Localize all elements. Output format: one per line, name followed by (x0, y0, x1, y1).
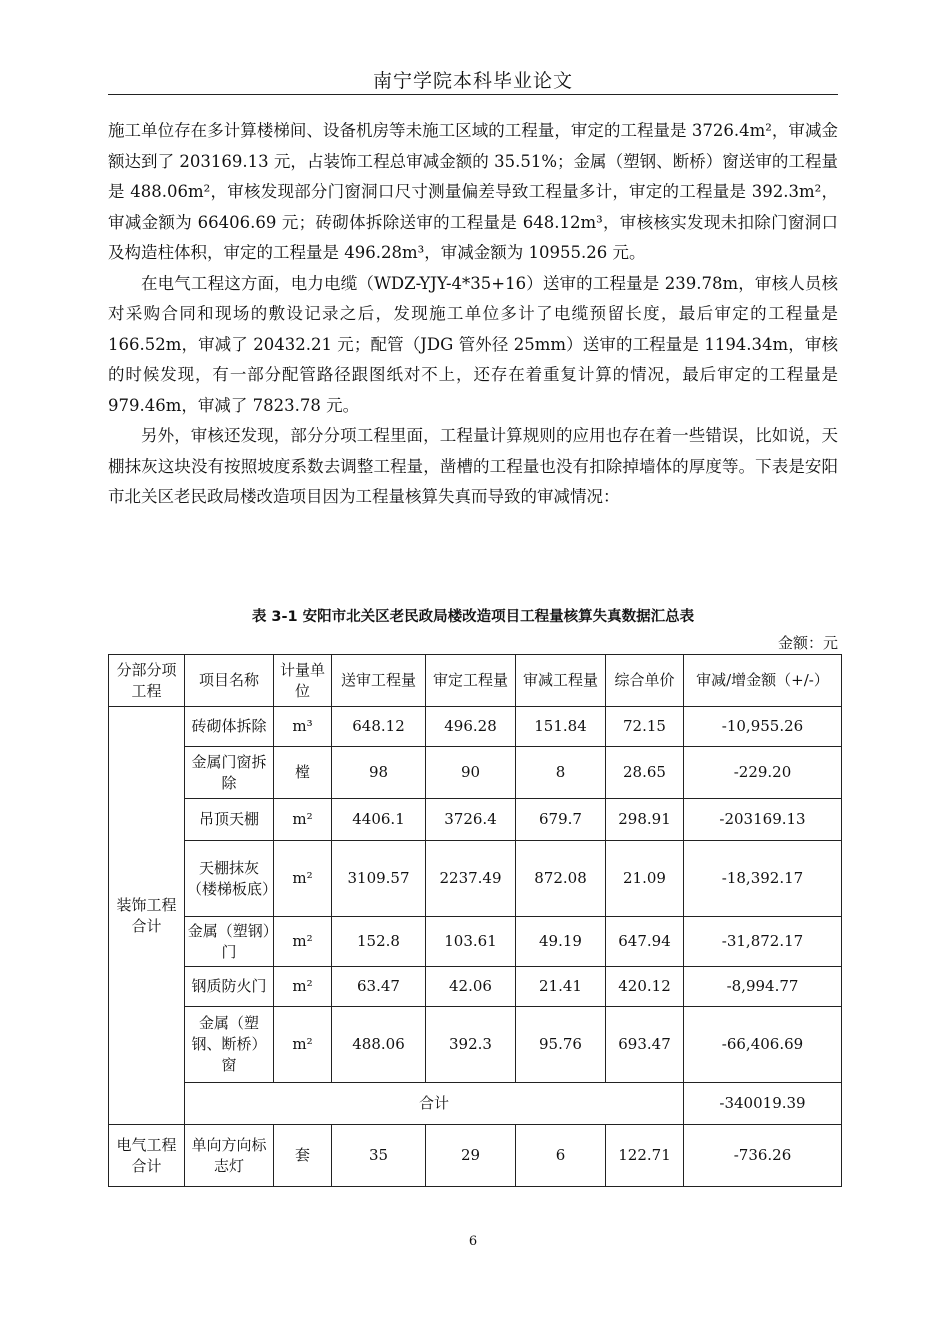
table-cell: 122.71 (606, 1125, 684, 1187)
table-cell: 420.12 (606, 967, 684, 1007)
table-cell: 90 (426, 747, 516, 799)
table-row (109, 707, 842, 747)
table-row (109, 841, 842, 917)
table-cell: -229.20 (684, 747, 842, 799)
table-cell: 679.7 (516, 799, 606, 841)
table-cell: m² (274, 967, 332, 1007)
table-cell: 4406.1 (332, 799, 426, 841)
table-cell: m² (274, 799, 332, 841)
page-header-title: 南宁学院本科毕业论文 (372, 70, 573, 92)
table-cell: 42.06 (426, 967, 516, 1007)
table-caption: 表 3-1 安阳市北关区老民政局楼改造项目工程量核算失真数据汇总表 (251, 609, 695, 625)
table-cell: 151.84 (516, 707, 606, 747)
table-cell: 钢质防火门 (185, 967, 274, 1007)
table-cell: 28.65 (606, 747, 684, 799)
table-row (109, 1007, 842, 1083)
table-header-row (109, 655, 842, 707)
table-cell: 49.19 (516, 917, 606, 967)
table-cell: 樘 (274, 747, 332, 799)
table-cell: 63.47 (332, 967, 426, 1007)
table-cell: -8,994.77 (684, 967, 842, 1007)
header-cell: 综合单价 (606, 655, 684, 707)
table-cell: 648.12 (332, 707, 426, 747)
table-cell: 6 (516, 1125, 606, 1187)
table-cell: 298.91 (606, 799, 684, 841)
table-cell: -66,406.69 (684, 1007, 842, 1083)
header-cell: 审定工程量 (426, 655, 516, 707)
table-row (109, 799, 842, 841)
table-cell: 3726.4 (426, 799, 516, 841)
table-row (109, 747, 842, 799)
table-cell: 35 (332, 1125, 426, 1187)
table-row (109, 917, 842, 967)
table-cell: 金属门窗拆除 (185, 747, 274, 799)
header-cell: 审减/增金额（+/-） (684, 655, 842, 707)
table-cell: 金属（塑钢）门 (185, 917, 274, 967)
table-cell: 21.09 (606, 841, 684, 917)
table-row (109, 967, 842, 1007)
header-cell: 分部分项工程 (109, 655, 185, 707)
table-cell: m³ (274, 707, 332, 747)
table-cell: 29 (426, 1125, 516, 1187)
header-cell: 计量单位 (274, 655, 332, 707)
table-cell: 693.47 (606, 1007, 684, 1083)
table-cell: 套 (274, 1125, 332, 1187)
table-row (109, 1125, 842, 1187)
table-cell: 天棚抹灰（楼梯板底） (185, 841, 274, 917)
table-unit-note: 金额：元 (777, 634, 838, 652)
table-cell: 72.15 (606, 707, 684, 747)
table-cell: -31,872.17 (684, 917, 842, 967)
table-cell: 21.41 (516, 967, 606, 1007)
table-cell: 98 (332, 747, 426, 799)
header-cell: 项目名称 (185, 655, 274, 707)
table-cell: -203169.13 (684, 799, 842, 841)
table-cell: -18,392.17 (684, 841, 842, 917)
table-cell: 872.08 (516, 841, 606, 917)
table-cell: 3109.57 (332, 841, 426, 917)
table-cell: 2237.49 (426, 841, 516, 917)
group-cell-decoration: 装饰工程合计 (109, 707, 185, 1125)
table-cell: 砖砌体拆除 (185, 707, 274, 747)
table-cell: 95.76 (516, 1007, 606, 1083)
table-cell: 152.8 (332, 917, 426, 967)
table-cell: m² (274, 841, 332, 917)
table-cell: 496.28 (426, 707, 516, 747)
table-cell: -10,955.26 (684, 707, 842, 747)
header-cell: 送审工程量 (332, 655, 426, 707)
table-cell: 392.3 (426, 1007, 516, 1083)
table-cell: m² (274, 917, 332, 967)
header-divider (108, 94, 838, 95)
table-cell: 单向方向标志灯 (185, 1125, 274, 1187)
paragraph-1: 施工单位存在多计算楼梯间、设备机房等未施工区域的工程量，审定的工程量是 3726.4m²，审减金额达到了 203169.13 元，占装饰工程总审减金额的 35.51%；金属（塑钢、断桥）窗送审的工程量是 488.06m²，审核发现部分门窗洞口尺寸测量偏差导致工程量多计，审定的工程量是 392.3m²，审减金额为 66406.69 元；砖砌体拆除送审的工程量是 648.12m³，审核核实发现未扣除门窗洞口及构造柱体积，审定的工程量是 496.28m³，审减金额为 10955.26 元。 (108, 121, 838, 262)
subtotal-row (109, 1083, 842, 1125)
paragraph-2: 在电气工程这方面，电力电缆（WDZ-YJY-4*35+16）送审的工程量是 239.78m，审核人员核对采购合同和现场的敷设记录之后，发现施工单位多计了电缆预留长度，最后审定的工程量是 166.52m，审减了 20432.21 元；配管（JDG 管外径 25mm）送审的工程量是 1194.34m，审核的时候发现，有一部分配管路径跟图纸对不上，还存在着重复计算的情况，最后审定的工程量是 979.46m，审减了 7823.78 元。 (108, 273, 838, 415)
header-cell: 审减工程量 (516, 655, 606, 707)
table-cell: 金属（塑钢、断桥）窗 (185, 1007, 274, 1083)
paragraph-3: 另外，审核还发现，部分分项工程里面，工程量计算规则的应用也存在着一些错误，比如说，天棚抹灰这块没有按照坡度系数去调整工程量，凿槽的工程量也没有扣除掉墙体的厚度等。下表是安阳市北关区老民政局楼改造项目因为工程量核算失真而导致的审减情况： (108, 426, 838, 506)
table-cell: -736.26 (684, 1125, 842, 1187)
table-cell: 8 (516, 747, 606, 799)
subtotal-value: -340019.39 (684, 1083, 842, 1125)
subtotal-label: 合计 (185, 1083, 684, 1125)
table-cell: 647.94 (606, 917, 684, 967)
table-cell: 103.61 (426, 917, 516, 967)
table-cell: 吊顶天棚 (185, 799, 274, 841)
audit-table (108, 654, 842, 1187)
table-cell: m² (274, 1007, 332, 1083)
table-cell: 488.06 (332, 1007, 426, 1083)
body-text (108, 116, 838, 513)
page-number: 6 (468, 1234, 478, 1249)
group-cell-electrical: 电气工程合计 (109, 1125, 185, 1187)
